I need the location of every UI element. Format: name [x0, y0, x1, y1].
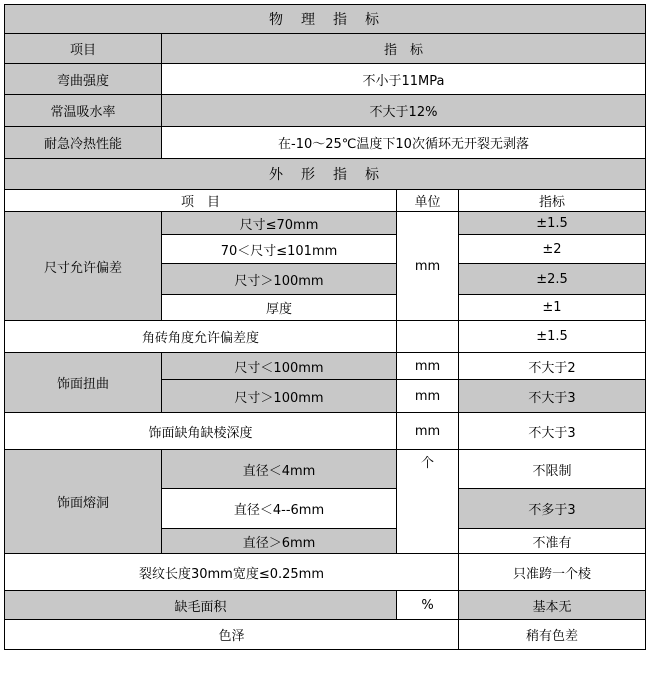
- pinhole-spec: 不限制: [459, 450, 646, 489]
- warp-spec: 不大于3: [459, 380, 646, 413]
- size-deviation-sub: 厚度: [162, 295, 397, 321]
- physical-section-title: 物 理 指 标: [5, 5, 646, 34]
- chip-depth-spec: 不大于3: [459, 413, 646, 450]
- warp-label: 饰面扭曲: [5, 353, 162, 413]
- size-deviation-spec: ±1: [459, 295, 646, 321]
- color-spec: 稍有色差: [459, 620, 646, 650]
- corner-angle-unit: [397, 321, 459, 353]
- crack-label: 裂纹长度30mm宽度≤0.25mm: [5, 554, 459, 591]
- physical-header-spec: 指 标: [162, 34, 646, 64]
- pinhole-sub: 直径＜4mm: [162, 450, 397, 489]
- physical-item-spec: 在-10～25℃温度下10次循环无开裂无剥落: [162, 127, 646, 159]
- appearance-header-item: 项 目: [5, 190, 397, 212]
- glaze-missing-spec: 基本无: [459, 591, 646, 620]
- pinhole-spec: 不准有: [459, 529, 646, 554]
- glaze-missing-label: 缺毛面积: [5, 591, 397, 620]
- warp-sub: 尺寸＜100mm: [162, 353, 397, 380]
- size-deviation-sub: 70＜尺寸≤101mm: [162, 235, 397, 264]
- physical-item-label: 常温吸水率: [5, 95, 162, 127]
- corner-angle-spec: ±1.5: [459, 321, 646, 353]
- glaze-missing-unit: %: [397, 591, 459, 620]
- size-deviation-sub: 尺寸＞100mm: [162, 264, 397, 295]
- pinhole-unit: 个: [397, 450, 459, 554]
- color-label: 色泽: [5, 620, 459, 650]
- appearance-section-title: 外 形 指 标: [5, 159, 646, 190]
- chip-depth-unit: mm: [397, 413, 459, 450]
- pinhole-sub: 直径＜4--6mm: [162, 489, 397, 529]
- spec-table: [4, 4, 646, 650]
- warp-unit: mm: [397, 380, 459, 413]
- appearance-header-spec: 指标: [459, 190, 646, 212]
- corner-angle-label: 角砖角度允许偏差度: [5, 321, 397, 353]
- size-deviation-spec: ±2.5: [459, 264, 646, 295]
- size-deviation-spec: ±1.5: [459, 212, 646, 235]
- size-deviation-spec: ±2: [459, 235, 646, 264]
- appearance-header-unit: 单位: [397, 190, 459, 212]
- pinhole-label: 饰面熔洞: [5, 450, 162, 554]
- physical-header-item: 项目: [5, 34, 162, 64]
- size-deviation-sub: 尺寸≤70mm: [162, 212, 397, 235]
- pinhole-sub: 直径＞6mm: [162, 529, 397, 554]
- physical-item-label: 弯曲强度: [5, 64, 162, 95]
- physical-item-spec: 不小于11MPa: [162, 64, 646, 95]
- size-deviation-unit: mm: [397, 212, 459, 321]
- physical-item-label: 耐急冷热性能: [5, 127, 162, 159]
- warp-sub: 尺寸＞100mm: [162, 380, 397, 413]
- pinhole-spec: 不多于3: [459, 489, 646, 529]
- physical-item-spec: 不大于12%: [162, 95, 646, 127]
- warp-spec: 不大于2: [459, 353, 646, 380]
- warp-unit: mm: [397, 353, 459, 380]
- size-deviation-label: 尺寸允许偏差: [5, 212, 162, 321]
- chip-depth-label: 饰面缺角缺棱深度: [5, 413, 397, 450]
- crack-spec: 只准跨一个棱: [459, 554, 646, 591]
